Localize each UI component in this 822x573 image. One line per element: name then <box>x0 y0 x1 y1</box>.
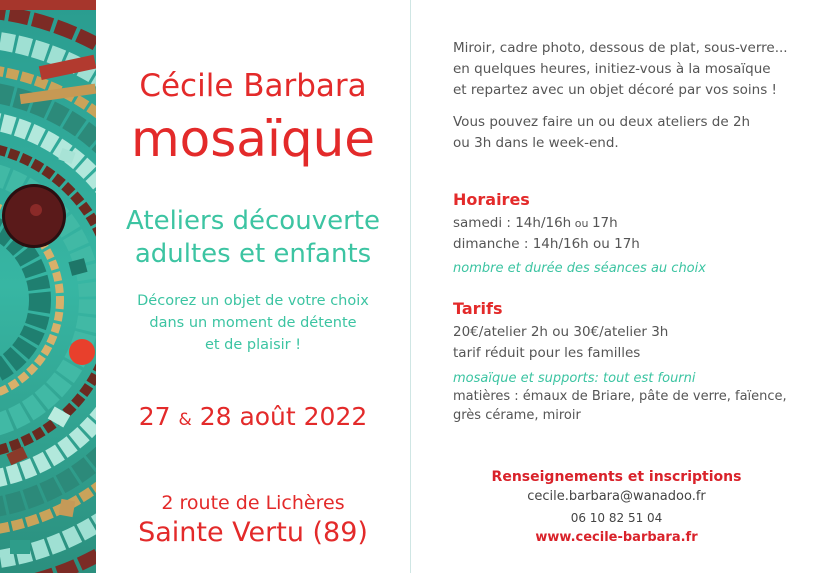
contact-email-link[interactable]: cecile.barbara@wanadoo.fr <box>527 489 706 504</box>
horaires-saturday-prefix: samedi : 14h/16h <box>453 215 572 231</box>
back-panel <box>411 0 822 573</box>
tarifs-materials1: matières : émaux de Briare, pâte de verre, faïence, <box>453 389 787 404</box>
workshop-heading-line2: adultes et enfants <box>134 239 372 269</box>
horaires-saturday <box>453 213 813 234</box>
description-paragraph-1 <box>453 38 813 101</box>
tarifs-line2: tarif réduit pour les familles <box>453 345 641 361</box>
address-street: 2 route de Lichères <box>161 492 345 514</box>
event-date-rest: 28 août 2022 <box>199 402 368 431</box>
event-date-amp: & <box>178 410 192 430</box>
intro-line2: dans un moment de détente <box>149 315 357 331</box>
tarifs-line1: 20€/atelier 2h ou 30€/atelier 3h <box>453 324 669 340</box>
tarifs-materials2: grès cérame, miroir <box>453 408 581 423</box>
artist-name: Cécile Barbara <box>139 68 367 104</box>
tarifs-title: Tarifs <box>453 299 503 318</box>
description-line: Miroir, cadre photo, dessous de plat, sous-verre... <box>453 40 788 56</box>
tarifs-note: mosaïque et supports: tout est fourni <box>453 371 696 386</box>
tarifs-block <box>453 322 813 425</box>
horaires-sunday: dimanche : 14h/16h ou 17h <box>453 236 640 252</box>
intro-text <box>96 290 410 356</box>
contact-title: Renseignements et inscriptions <box>491 469 742 485</box>
description-line: et repartez avec un objet décoré par vos soins ! <box>453 82 777 98</box>
description-line: ou 3h dans le week-end. <box>453 135 619 151</box>
horaires-block <box>453 213 813 279</box>
intro-line3: et de plaisir ! <box>204 337 302 353</box>
horaires-saturday-suffix: 17h <box>591 215 618 231</box>
horaires-saturday-ou: ou <box>571 217 592 230</box>
workshop-heading <box>96 205 410 271</box>
brand-title: mosaïque <box>130 110 376 168</box>
event-date <box>96 402 410 431</box>
contact-website-link[interactable]: www.cecile-barbara.fr <box>535 530 698 545</box>
workshop-heading-line1: Ateliers découverte <box>126 206 380 236</box>
description-line: en quelques heures, initiez-vous à la mosaïque <box>453 61 771 77</box>
description-paragraph-2 <box>453 112 813 154</box>
front-panel <box>0 0 410 573</box>
horaires-title: Horaires <box>453 190 530 209</box>
event-date-day1: 27 <box>138 402 171 431</box>
intro-line1: Décorez un objet de votre choix <box>137 293 369 309</box>
mosaic-image <box>0 0 96 573</box>
horaires-note: nombre et durée des séances au choix <box>453 261 706 276</box>
address-town: Sainte Vertu (89) <box>138 517 368 548</box>
contact-phone: 06 10 82 51 04 <box>570 511 663 525</box>
description-line: Vous pouvez faire un ou deux ateliers de 2h <box>453 114 751 130</box>
